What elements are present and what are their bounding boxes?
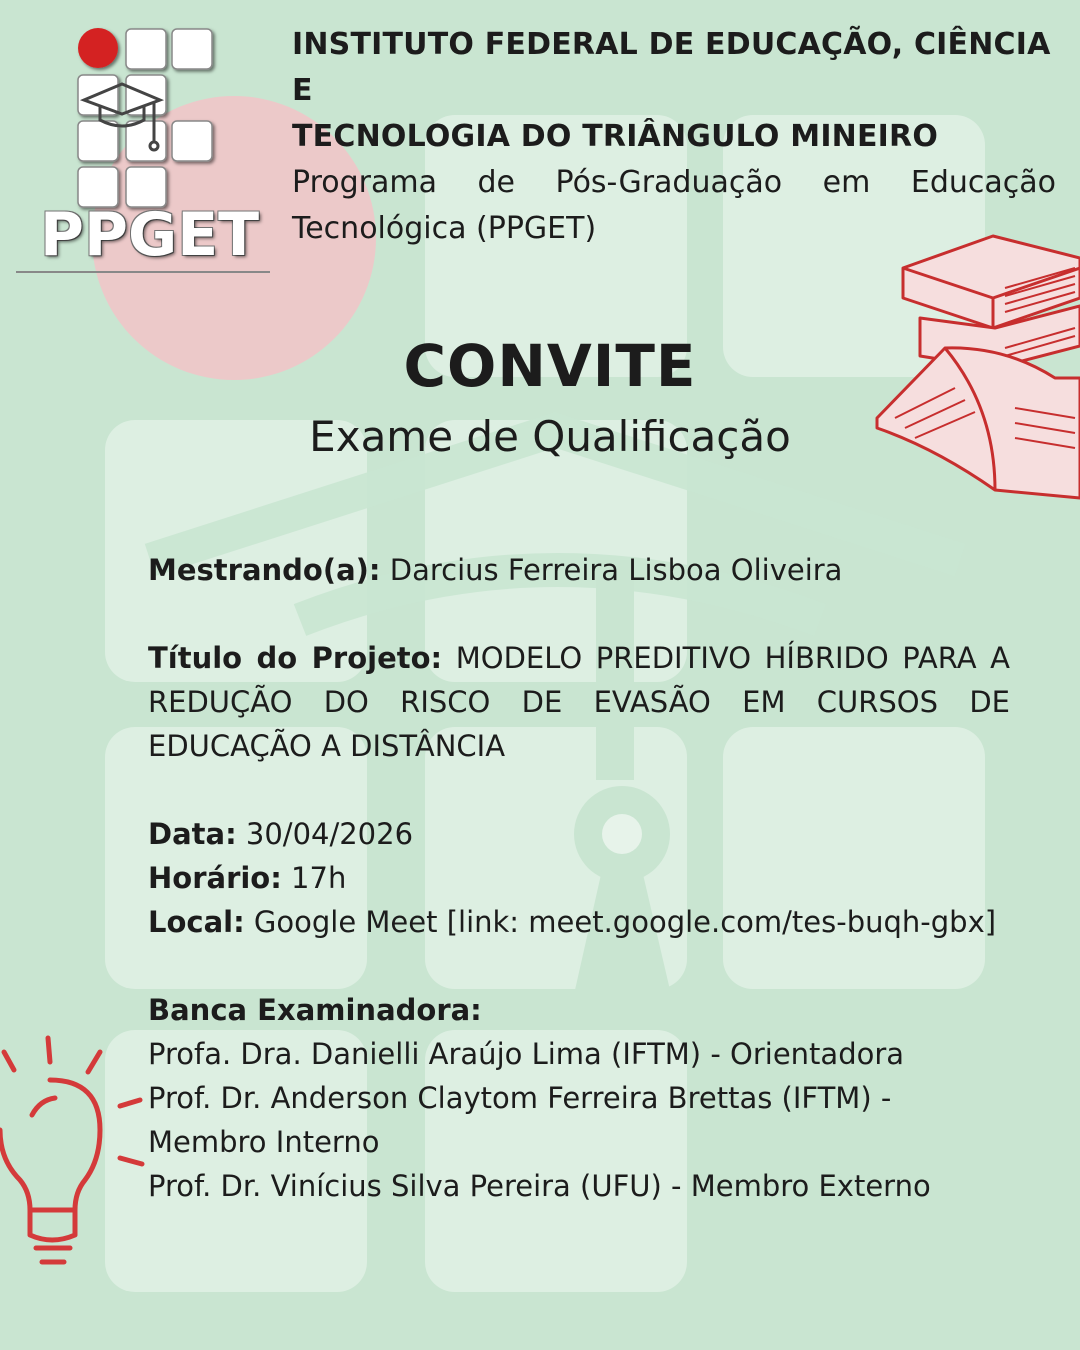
time-line <box>148 856 1010 900</box>
location-line <box>148 900 1048 944</box>
program-name-line1: Programa de Pós-Graduação em Educação <box>292 165 1056 200</box>
committee-section <box>148 988 1010 1032</box>
committee-label: Banca Examinadora: <box>148 993 482 1027</box>
committee-member-3: Prof. Dr. Vinícius Silva Pereira (UFU) - Membro Externo <box>148 1169 931 1203</box>
time-value: 17h <box>291 861 347 895</box>
event-subtitle: Exame de Qualificação <box>309 412 791 461</box>
time-label: Horário: <box>148 861 282 895</box>
student-name: Darcius Ferreira Lisboa Oliveira <box>389 553 843 587</box>
committee-member-2-role: Membro Interno <box>148 1125 380 1159</box>
committee-member-1: Profa. Dra. Danielli Araújo Lima (IFTM) - Orientadora <box>148 1037 905 1071</box>
location-label: Local: <box>148 905 245 939</box>
lightbulb-icon <box>0 1030 150 1280</box>
institution-name <box>292 22 1062 160</box>
date-line <box>148 812 1010 856</box>
student-line <box>148 548 1010 592</box>
institution-name-line2: TECNOLOGIA DO TRIÂNGULO MINEIRO <box>292 119 939 154</box>
date-value: 30/04/2026 <box>245 817 414 851</box>
program-name <box>292 160 1056 252</box>
project-label: Título do Projeto: <box>148 641 443 675</box>
project-paragraph <box>148 636 1010 768</box>
location-value: Google Meet [link: meet.google.com/tes-buqh-gbx] <box>253 905 997 939</box>
logo-red-dot <box>78 28 118 68</box>
invitation-title: CONVITE <box>403 332 697 400</box>
project-title: MODELO PREDITIVO HÍBRIDO PARA A REDUÇÃO DO RISCO DE EVASÃO EM CURSOS DE EDUCAÇÃO A DISTÂNCIA <box>148 641 1010 763</box>
student-label: Mestrando(a): <box>148 553 381 587</box>
logo-text: PPGET <box>40 200 260 270</box>
committee-member-2: Prof. Dr. Anderson Claytom Ferreira Brettas (IFTM) - <box>148 1081 892 1115</box>
institution-name-line1: INSTITUTO FEDERAL DE EDUCAÇÃO, CIÊNCIA E <box>292 27 1051 108</box>
date-label: Data: <box>148 817 237 851</box>
program-name-line2: Tecnológica (PPGET) <box>292 211 597 246</box>
